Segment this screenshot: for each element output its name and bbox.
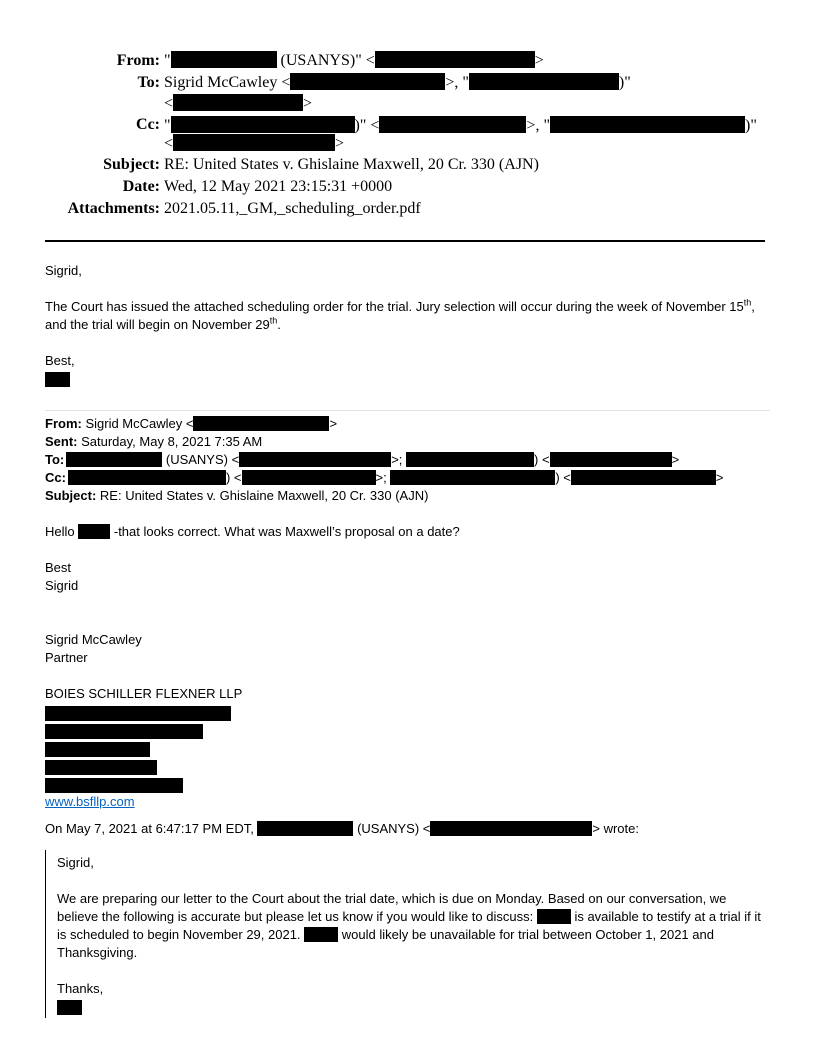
to-label: To: xyxy=(137,74,160,91)
message-2 xyxy=(45,415,770,838)
paragraph: The Court has issued the attached scheduling order for the trial. Jury selection will occur during the week of November 15th, and the trial will begin on November 29th. xyxy=(45,297,755,332)
date-label: Date: xyxy=(122,178,160,195)
redaction-box xyxy=(379,116,526,133)
redaction-box xyxy=(375,51,535,68)
signature-title: Partner xyxy=(45,650,88,665)
msg2-best: Best xyxy=(45,560,72,575)
attachments-label: Attachments: xyxy=(67,200,160,217)
redaction-box xyxy=(171,116,355,133)
header-date-row xyxy=(0,176,816,198)
header-from-row xyxy=(0,50,816,72)
header-attachments-row xyxy=(0,198,816,220)
redaction-box xyxy=(406,452,534,467)
date-value: Wed, 12 May 2021 23:15:31 +0000 xyxy=(164,178,393,195)
msg2-body: Hello -that looks correct. What was Maxwell’s proposal on a date? xyxy=(45,524,460,539)
redaction-box xyxy=(193,416,329,431)
email-header xyxy=(0,50,816,220)
redaction-box xyxy=(78,524,110,539)
redaction-box xyxy=(68,470,226,485)
header-cc-row-2: < > xyxy=(164,135,345,152)
redaction-box xyxy=(45,760,157,775)
header-to-row-2: < > xyxy=(164,95,313,112)
header-subject-row xyxy=(0,154,816,176)
msg2-from-row: From: Sigrid McCawley < > xyxy=(45,416,338,431)
header-to-row xyxy=(0,72,816,94)
redaction-box xyxy=(304,927,338,942)
redaction-box xyxy=(571,470,716,485)
subject-label: Subject: xyxy=(103,156,160,173)
redaction-box xyxy=(257,821,353,836)
cc-label: Cc: xyxy=(136,116,160,133)
redaction-box xyxy=(45,778,183,793)
redaction-box xyxy=(430,821,592,836)
redaction-box xyxy=(469,73,619,90)
redaction-box xyxy=(45,742,150,757)
msg2-to-row: To: (USANYS) < >; ) < > xyxy=(45,452,680,467)
quoted-message xyxy=(45,850,770,1018)
msg3-paragraph: We are preparing our letter to the Court about the trial date, which is due on Monday. Based on our conversation, we believe the following is accurate but please let us know if you would like to discuss: is available to testify at a trial if it is scheduled to begin November 29, 2021. would likely be unavailable for trial between October 1, 2021 and Thanksgiving. xyxy=(57,891,761,960)
from-value: " (USANYS)" < > xyxy=(164,52,544,69)
msg3-intro: On May 7, 2021 at 6:47:17 PM EDT, (USANYS) < > wrote: xyxy=(45,821,639,836)
signature-name: Sigrid McCawley xyxy=(45,632,142,647)
redaction-box xyxy=(290,73,445,90)
redaction-box xyxy=(173,94,303,111)
msg3-greeting: Sigrid, xyxy=(57,855,94,870)
attachment-file[interactable]: 2021.05.11,_GM,_scheduling_order.pdf xyxy=(164,200,421,217)
message-1-body xyxy=(45,262,770,387)
redaction-box xyxy=(550,452,672,467)
redaction-box xyxy=(550,116,745,133)
redaction-box xyxy=(239,452,391,467)
redaction-box xyxy=(45,724,203,739)
header-divider xyxy=(45,240,765,242)
to-value: Sigrid McCawley < >, " )" xyxy=(164,74,631,91)
website-link[interactable]: www.bsfllp.com xyxy=(45,794,135,809)
from-label: From: xyxy=(116,52,160,69)
msg2-subject-row: Subject: RE: United States v. Ghislaine Maxwell, 20 Cr. 330 (AJN) xyxy=(45,488,429,503)
msg3-thanks: Thanks, xyxy=(57,981,104,996)
cc-value: " )" < >, " )" xyxy=(164,117,757,134)
msg2-cc-row: Cc: ) < >; ) < > xyxy=(45,470,724,485)
redacted-signature xyxy=(45,372,70,387)
closing: Best, xyxy=(45,353,75,368)
firm-name: BOIES SCHILLER FLEXNER LLP xyxy=(45,686,243,701)
redaction-box xyxy=(45,706,231,721)
greeting: Sigrid, xyxy=(45,263,82,278)
message-separator xyxy=(45,410,770,411)
msg2-sent-row: Sent: Saturday, May 8, 2021 7:35 AM xyxy=(45,434,263,449)
redacted-address xyxy=(45,706,770,793)
redacted-signature xyxy=(57,1000,82,1015)
redaction-box xyxy=(173,134,335,151)
redaction-box xyxy=(537,909,571,924)
redaction-box xyxy=(66,452,162,467)
header-cc-row xyxy=(0,116,816,134)
redaction-box xyxy=(390,470,555,485)
redaction-box xyxy=(171,51,277,68)
subject-value: RE: United States v. Ghislaine Maxwell, 20 Cr. 330 (AJN) xyxy=(164,156,539,173)
redaction-box xyxy=(242,470,376,485)
msg2-sign: Sigrid xyxy=(45,578,79,593)
